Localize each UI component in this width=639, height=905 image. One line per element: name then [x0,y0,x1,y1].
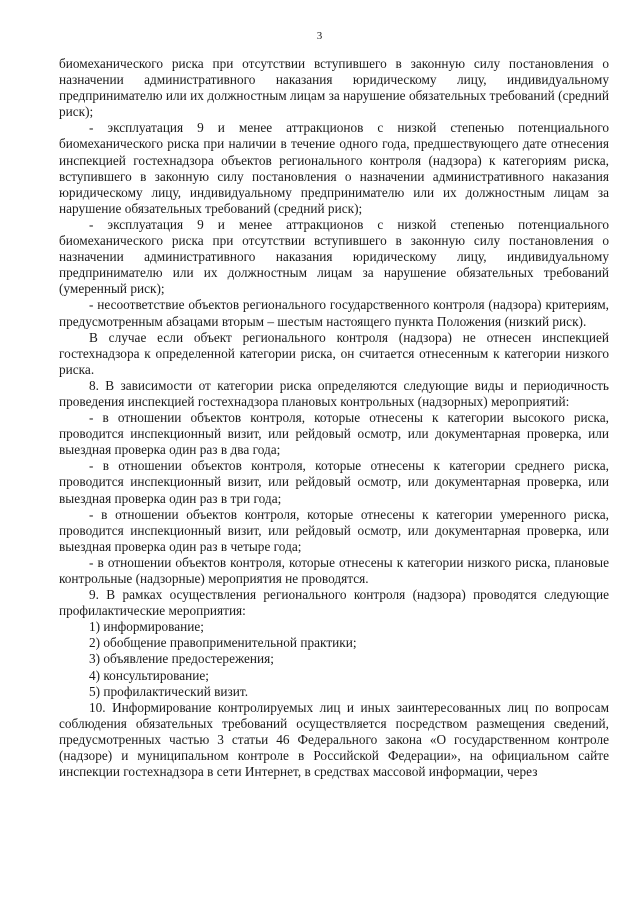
paragraph-bullet-low-risk-no-inspections: - в отношении объектов контроля, которые отнесены к категории низкого риска, плановые контрольные (надзорные) мероприятия не проводятся. [59,554,609,586]
page-number: 3 [316,30,323,42]
list-item-preventive-visit: 5) профилактический визит. [89,683,249,699]
paragraph-risk-medium-continuation: биомеханического риска при отсутствии вступившего в законную силу постановления о назначении административного наказания юридическому лицу, индивидуальному предпринимателю или их должностным лицам за нарушение обязательных требований (средний риск); [59,56,609,120]
paragraph-item-9: 9. В рамках осуществления регионального контроля (надзора) проводятся следующие профилактические мероприятия: [59,587,609,619]
paragraph-bullet-attractions-without-penalty: - эксплуатация 9 и менее аттракционов с низкой степенью потенциального биомеханического риска при отсутствии вступившего в законную силу постановления о назначении административного наказания юридическому лицу, индивидуальному предпринимателю или их должностным лицам за нарушение обязательных требований (умеренный риск); [59,216,609,297]
list-item-warning: 3) объявление предостережения; [89,651,274,667]
paragraph-default-low-risk: В случае если объект регионального контроля (надзора) не отнесен инспекцией гостехнадзора к определенной категории риска, он считается отнесенным к категории низкого риска. [59,329,609,377]
paragraph-item-10: 10. Информирование контролируемых лиц и иных заинтересованных лиц по вопросам соблюдения обязательных требований осуществляется посредством размещения сведений, предусмотренных частью 3 статьи 46 Федерального закона «О государственном контроле (надзоре) и муниципальном контроле в Российской Федерации», на официальном сайте инспекции гостехнадзора в сети Интернет, в средствах массовой информации, через [59,699,609,780]
paragraph-bullet-medium-risk: - в отношении объектов контроля, которые отнесены к категории среднего риска, проводится инспекционный визит, или рейдовый осмотр, или документарная проверка, или выездная проверка один раз в три года; [59,458,609,506]
paragraph-item-8: 8. В зависимости от категории риска определяются следующие виды и периодичность проведения инспекцией гостехнадзора плановых контрольных (надзорных) мероприятий: [59,377,609,409]
paragraph-bullet-high-risk: - в отношении объектов контроля, которые отнесены к категории высокого риска, проводится инспекционный визит, или рейдовый осмотр, или документарная проверка, или выездная проверка один раз в два года; [59,410,609,458]
list-item-practice-summary: 2) обобщение правоприменительной практики; [89,635,357,651]
paragraph-bullet-attractions-with-penalty: - эксплуатация 9 и менее аттракционов с низкой степенью потенциального биомеханического риска при наличии в течение одного года, предшествующего дате отнесения инспекцией гостехнадзора объектов регионального контроля (надзора) к категориям риска, вступившего в законную силу постановления о назначении административного наказания юридическому лицу, индивидуальному предпринимателю или их должностным лицам за нарушение обязательных требований (средний риск); [59,120,609,216]
paragraph-bullet-moderate-risk: - в отношении объектов контроля, которые отнесены к категории умеренного риска, проводится инспекционный визит, или рейдовый осмотр, или документарная проверка, или выездная проверка один раз в четыре года; [59,506,609,554]
paragraph-bullet-low-risk: - несоответствие объектов регионального государственного контроля (надзора) критериям, предусмотренным абзацами вторым – шестым настоящего пункта Положения (низкий риск). [59,297,609,329]
document-body [59,56,609,780]
list-item-informing: 1) информирование; [89,619,205,635]
list-item-consulting: 4) консультирование; [89,667,209,683]
